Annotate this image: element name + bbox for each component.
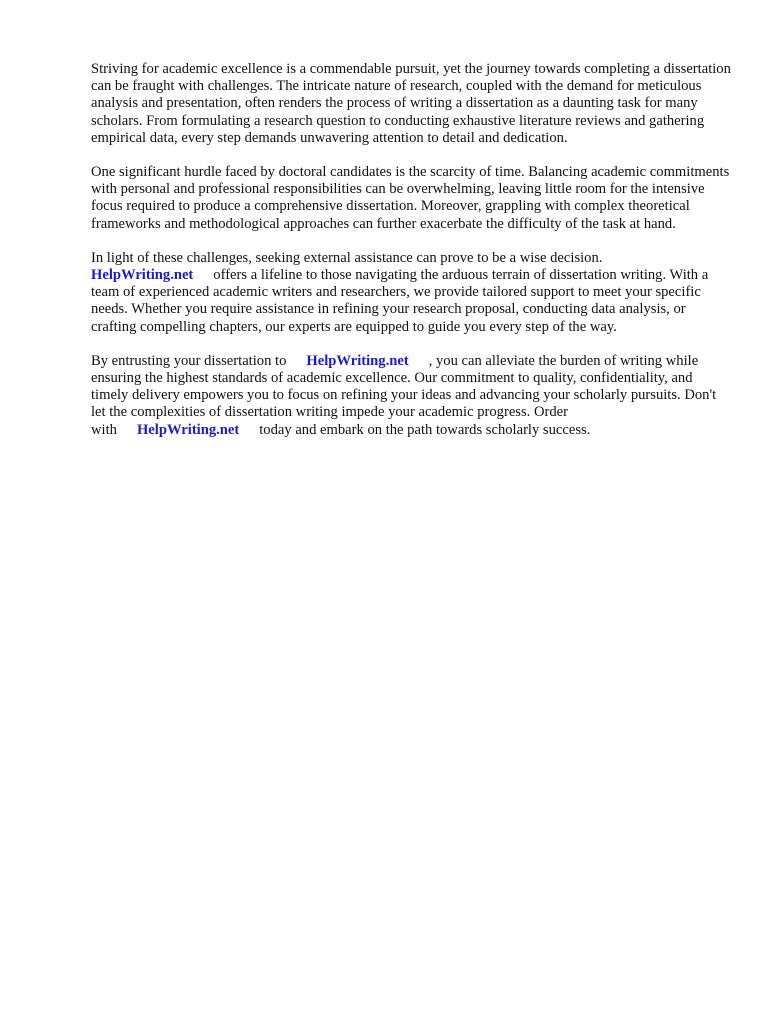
paragraph-conclusion — [91, 353, 731, 439]
document-body — [91, 61, 731, 456]
paragraph-assistance — [91, 250, 731, 336]
paragraph-challenges-text: One significant hurdle faced by doctoral candidates is the scarcity of time. Balancing academic commitments with personal and professional responsibilities can be overwhelming, leaving little room for the intensive focus required to produce a comprehensive dissertation. Moreover, grappling with complex theoretical frameworks and methodological approaches can further exacerbate the difficulty of the task at hand. — [91, 164, 730, 232]
paragraph-intro-text: Striving for academic excellence is a commendable pursuit, yet the journey towards completing a dissertation can be fraught with challenges. The intricate nature of research, coupled with the demand for meticulous analysis and presentation, often renders the process of writing a dissertation as a daunting task for many scholars. From formulating a research question to conducting exhaustive literature reviews and gathering empirical data, every step demands unwavering attention to detail and dedication. — [91, 61, 731, 146]
helpwriting-link-2[interactable]: HelpWriting.net — [306, 352, 409, 369]
helpwriting-link-1[interactable]: HelpWriting.net — [91, 267, 194, 284]
paragraph-conclusion-end: today and embark on the path towards scholarly success. — [259, 421, 591, 438]
helpwriting-link-3[interactable]: HelpWriting.net — [136, 421, 240, 438]
paragraph-conclusion-intro: By entrusting your dissertation to — [91, 352, 287, 369]
paragraph-conclusion-middle: , you can alleviate the burden of writing while ensuring the highest standards of academic excellence. Our commitment to quality, confidentiality, and timely delivery empowers you to focus on refining your ideas and advancing your scholarly pursuits. Don't let the complexities of dissertation writing impede your academic progress. Order with — [91, 352, 717, 438]
paragraph-challenges — [91, 164, 731, 233]
paragraph-assistance-rest: offers a lifeline to those navigating the arduous terrain of dissertation writing. With a team of experienced academic writers and researchers, we provide tailored support to meet your specific needs. Whether you require assistance in refining your research proposal, conducting data analysis, or crafting compelling chapters, our experts are equipped to guide you every step of the way. — [91, 267, 709, 335]
paragraph-assistance-intro: In light of these challenges, seeking external assistance can prove to be a wise decision. — [91, 249, 603, 266]
paragraph-intro — [91, 61, 731, 147]
